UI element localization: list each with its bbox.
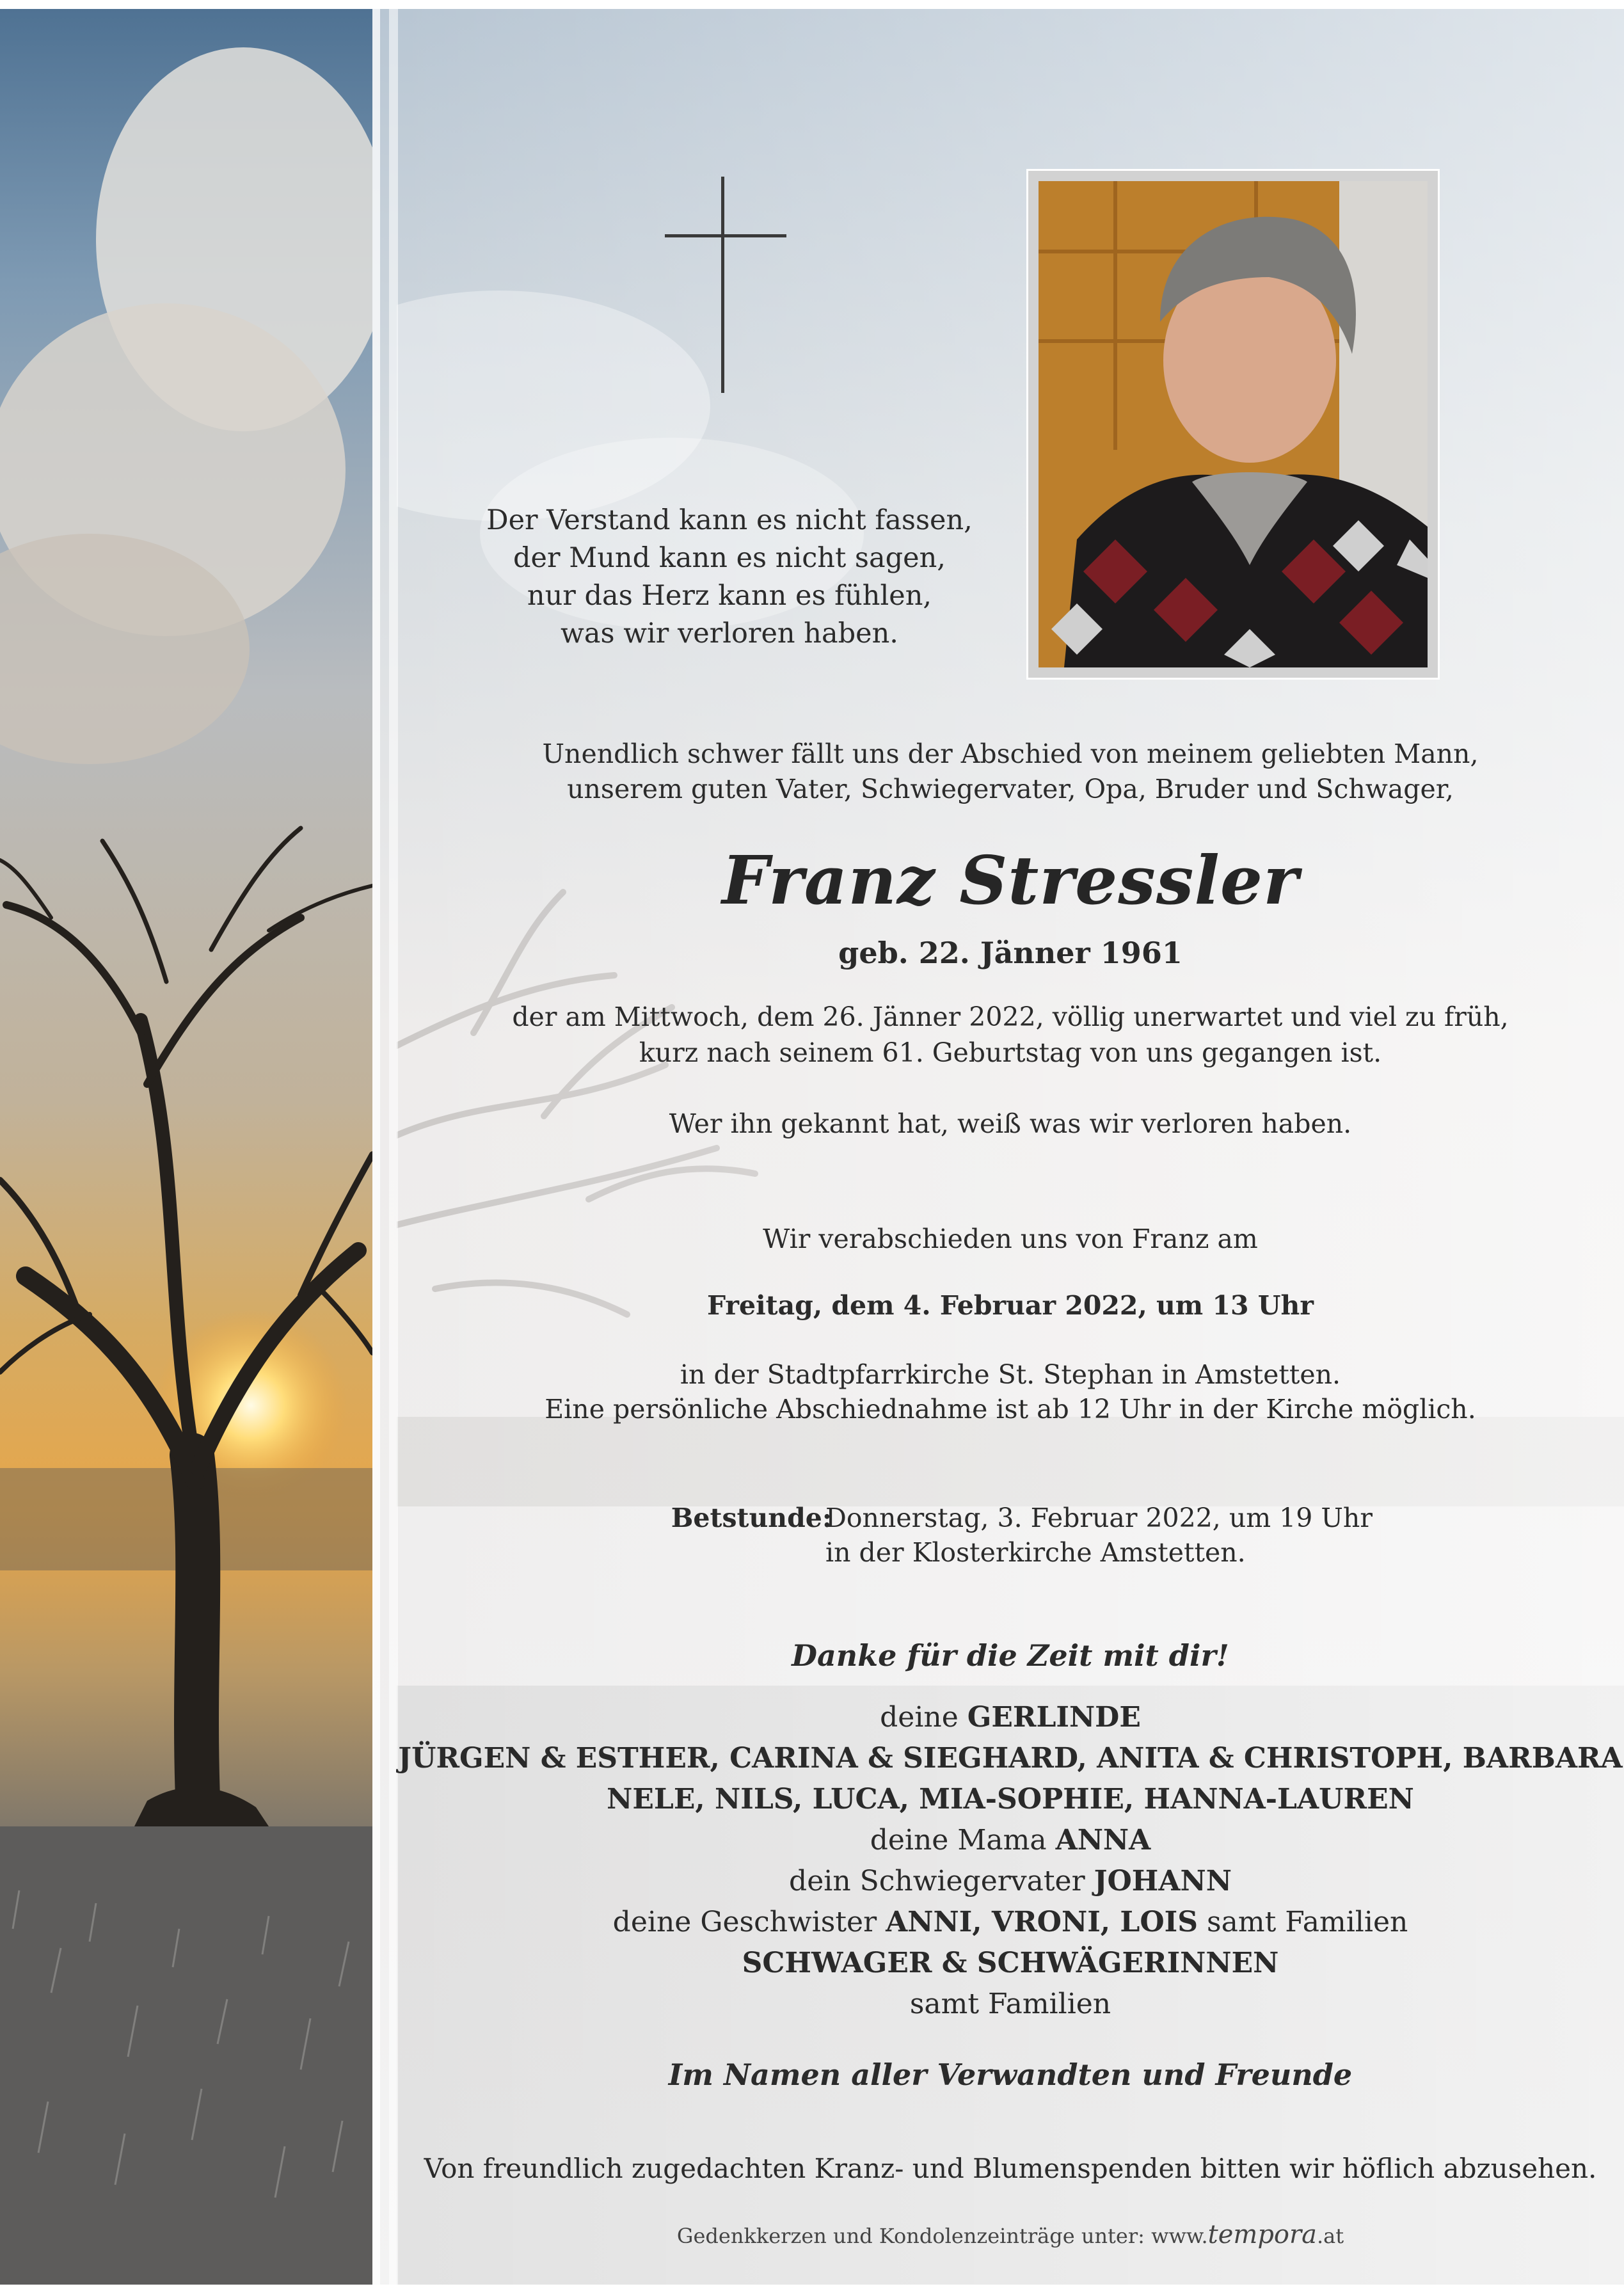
- family-siblings: [397, 1902, 1624, 1943]
- family-wife: [397, 1697, 1624, 1738]
- death-line: kurz nach seinem 61. Geburtstag von uns gegangen ist.: [639, 1037, 1382, 1068]
- tree-sunrise-image: [0, 9, 372, 2285]
- website-prefix: Gedenkkerzen und Kondolenzeinträge unter: www.: [676, 2224, 1208, 2248]
- website-line: [397, 2220, 1624, 2249]
- siblings-prefix: deine Geschwister: [612, 1906, 877, 1938]
- grandchildren-names: NELE, NILS, LUCA, MIA-SOPHIE, HANNA-LAUREN: [607, 1783, 1414, 1816]
- website-brand[interactable]: tempora: [1207, 2220, 1317, 2249]
- divider-bar-left: [372, 9, 380, 2285]
- memory-line: Wer ihn gekannt hat, weiß was wir verloren haben.: [669, 1108, 1352, 1139]
- family-in-laws-suffix: samt Familien: [909, 1988, 1111, 2020]
- quote-line: der Mund kann es nicht sagen,: [513, 542, 946, 574]
- parte-card: [0, 9, 1624, 2285]
- children-names: JÜRGEN & ESTHER, CARINA & SIEGHARD, ANITA & CHRISTOPH, BARBARA: [398, 1742, 1623, 1775]
- quote-line: was wir verloren haben.: [561, 618, 898, 650]
- farewell-note: Eine persönliche Abschiednahme ist ab 12 Uhr in der Kirche möglich.: [545, 1394, 1476, 1425]
- website-suffix: .at: [1316, 2224, 1344, 2248]
- deceased-name: Franz Stressler: [722, 841, 1299, 920]
- death-line: der am Mittwoch, dem 26. Jänner 2022, völlig unerwartet und viel zu früh,: [512, 1002, 1509, 1032]
- family-children: [397, 1738, 1624, 1779]
- quote-line: Der Verstand kann es nicht fassen,: [486, 504, 973, 536]
- father-in-law-prefix: dein Schwiegervater: [789, 1865, 1085, 1897]
- siblings-suffix: samt Familien: [1207, 1906, 1408, 1938]
- birth-date: geb. 22. Jänner 1961: [838, 936, 1182, 970]
- thanks-line: Danke für die Zeit mit dir!: [792, 1638, 1229, 1673]
- prayer-place: in der Klosterkirche Amstetten.: [825, 1537, 1246, 1568]
- in-laws-names: SCHWAGER & SCHWÄGERINNEN: [742, 1947, 1279, 1979]
- family-mother: [397, 1820, 1624, 1861]
- quote-line: nur das Herz kann es fühlen,: [527, 580, 932, 612]
- father-in-law-name: JOHANN: [1094, 1865, 1232, 1897]
- mother-prefix: deine Mama: [870, 1824, 1047, 1856]
- intro-line: Unendlich schwer fällt uns der Abschied von meinem geliebten Mann,: [542, 738, 1479, 769]
- intro-line: unserem guten Vater, Schwiegervater, Opa, Bruder und Schwager,: [567, 774, 1454, 804]
- family-father-in-law: [397, 1861, 1624, 1902]
- portrait-frame: [1026, 169, 1440, 680]
- portrait-photo: [1039, 181, 1428, 667]
- flowers-note: Von freundlich zugedachten Kranz- und Blumenspenden bitten wir höflich abzusehen.: [424, 2153, 1597, 2184]
- family-grandchildren: [397, 1779, 1624, 1820]
- siblings-names: ANNI, VRONI, LOIS: [886, 1906, 1198, 1938]
- prayer-date: Donnerstag, 3. Februar 2022, um 19 Uhr: [825, 1503, 1373, 1533]
- family-in-laws: [397, 1943, 1624, 1984]
- farewell-intro: Wir verabschieden uns von Franz am: [763, 1224, 1258, 1254]
- farewell-date: Freitag, dem 4. Februar 2022, um 13 Uhr: [707, 1290, 1314, 1321]
- farewell-place: in der Stadtpfarrkirche St. Stephan in Amstetten.: [680, 1359, 1341, 1390]
- prayer-label: Betstunde:: [671, 1503, 832, 1533]
- closing-line: Im Namen aller Verwandten und Freunde: [668, 2057, 1353, 2092]
- wife-name: GERLINDE: [967, 1701, 1141, 1734]
- wife-prefix: deine: [880, 1701, 959, 1734]
- memorial-quote: [448, 502, 1011, 653]
- mother-name: ANNA: [1055, 1824, 1151, 1856]
